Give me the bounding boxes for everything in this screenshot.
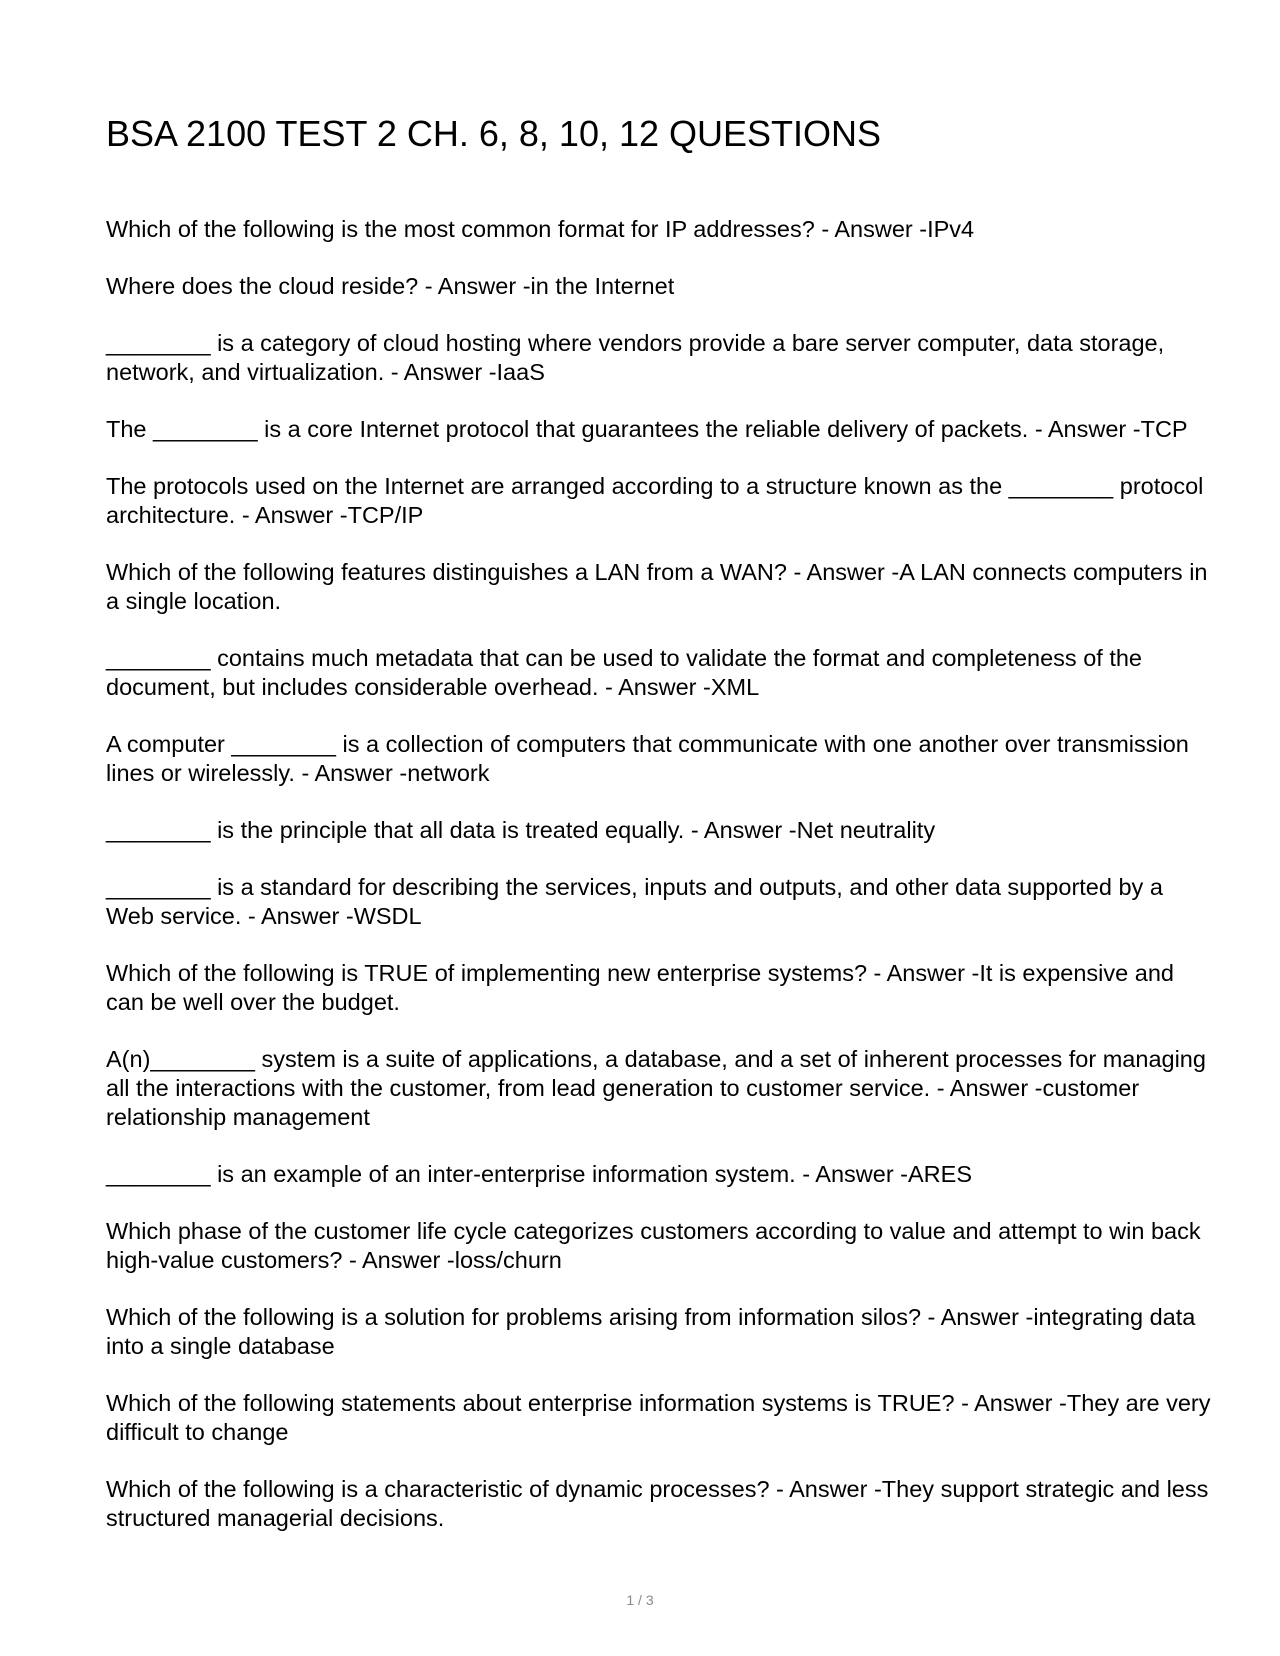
question-answer-item: ________ is a category of cloud hosting where vendors provide a bare server computer, data storage, network, and virtualization. - Answer -IaaS (106, 330, 1165, 385)
question-answer-item: A computer ________ is a collection of computers that communicate with one another over transmission lines or wirelessly. - Answer -network (106, 731, 1189, 786)
question-answer-item: ________ contains much metadata that can be used to validate the format and completeness of the document, but includes considerable overhead. - Answer -XML (106, 645, 1142, 700)
question-answer-item: Where does the cloud reside? - Answer -in the Internet (106, 273, 675, 299)
question-list (106, 215, 1216, 1561)
question-answer-item: Which of the following is the most common format for IP addresses? - Answer -IPv4 (106, 216, 975, 242)
question-answer-item: The protocols used on the Internet are arranged according to a structure known as the ________ protocol architecture. - Answer -TCP/IP (106, 473, 1204, 528)
question-answer-item: ________ is an example of an inter-enterprise information system. - Answer -ARES (106, 1161, 973, 1187)
page-number: 1 / 3 (626, 1592, 654, 1608)
question-answer-item: Which of the following statements about enterprise information systems is TRUE? - Answer -They are very difficult to change (106, 1390, 1211, 1445)
document-title: BSA 2100 TEST 2 CH. 6, 8, 10, 12 QUESTIONS (106, 113, 882, 154)
question-answer-item: The ________ is a core Internet protocol that guarantees the reliable delivery of packets. - Answer -TCP (106, 416, 1188, 442)
question-answer-item: A(n)________ system is a suite of applications, a database, and a set of inherent processes for managing all the interactions with the customer, from lead generation to customer service. - Answer -customer relationship management (106, 1046, 1206, 1130)
document-page (106, 0, 1216, 1656)
question-answer-item: ________ is the principle that all data is treated equally. - Answer -Net neutrality (106, 817, 936, 843)
question-answer-item: Which of the following is TRUE of implementing new enterprise systems? - Answer -It is expensive and can be well over the budget. (106, 960, 1174, 1015)
question-answer-item: Which of the following features distinguishes a LAN from a WAN? - Answer -A LAN connects computers in a single location. (106, 559, 1208, 614)
question-answer-item: ________ is a standard for describing the services, inputs and outputs, and other data supported by a Web service. - Answer -WSDL (106, 874, 1163, 929)
question-answer-item: Which of the following is a characteristic of dynamic processes? - Answer -They support strategic and less structured managerial decisions. (106, 1476, 1209, 1531)
question-answer-item: Which of the following is a solution for problems arising from information silos? - Answer -integrating data into a single database (106, 1304, 1196, 1359)
question-answer-item: Which phase of the customer life cycle categorizes customers according to value and attempt to win back high-value customers? - Answer -loss/churn (106, 1218, 1201, 1273)
